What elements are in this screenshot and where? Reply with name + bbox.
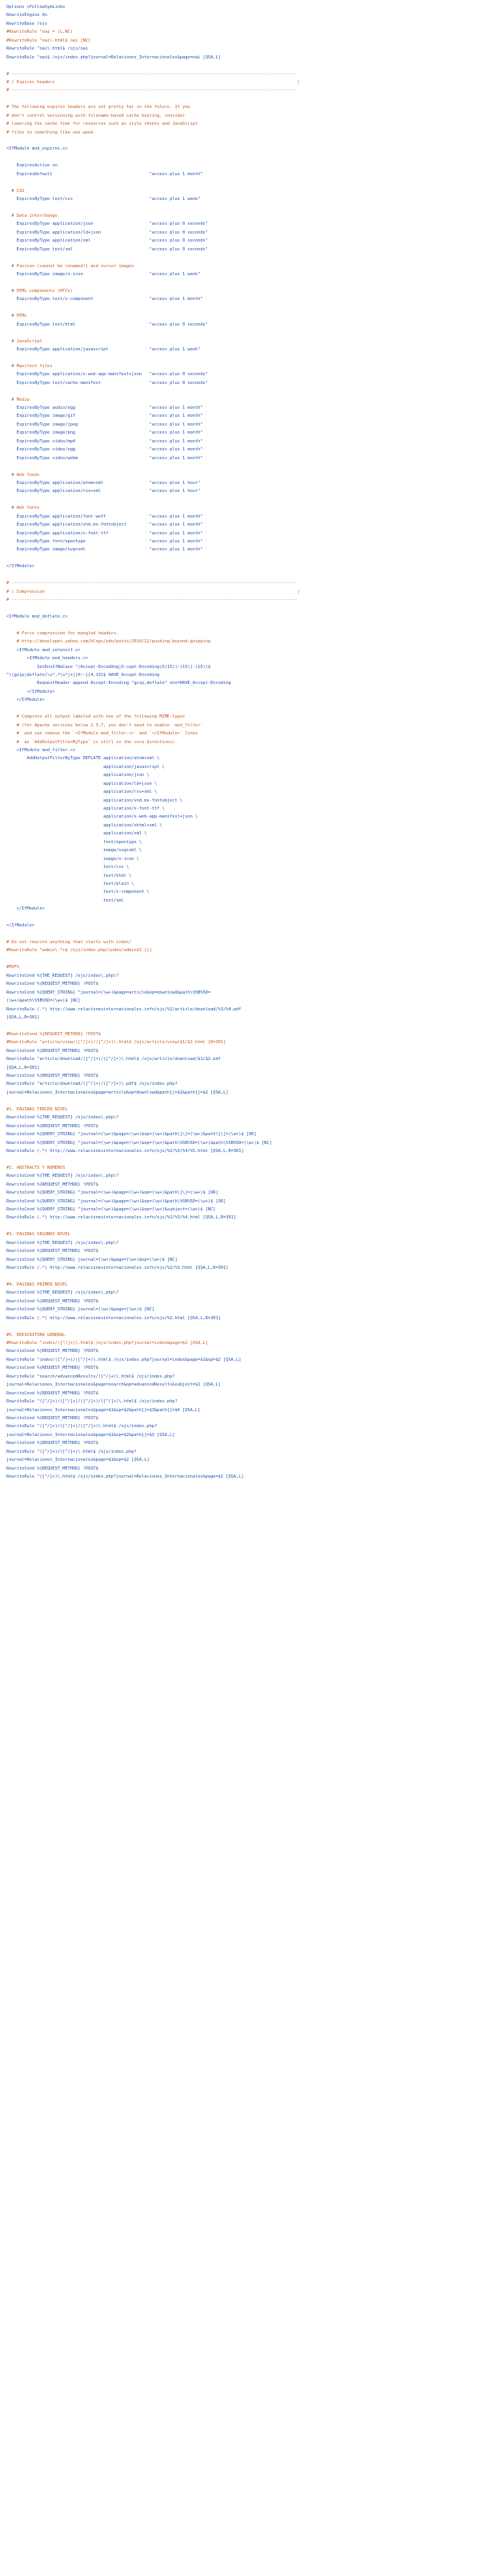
blank-line (6, 254, 480, 262)
comment-line: #RewriteRule "index/([^/]+)\.html$ /ojs/index.php?journal=index&page=$1 [QSA,L] (6, 1341, 208, 1346)
directive-line: ^((gzip|deflate)\s*,?\s*)+|[X~-]{4,13}$ HAVE_Accept-Encoding (6, 673, 160, 678)
directive-line: ExpiresByType application/javascript "access plus 1 week" (6, 346, 201, 352)
comment-line: #1. PAGINAS TERCER NIVEL (6, 1106, 68, 1112)
blank-line (6, 178, 480, 186)
blank-line (6, 914, 480, 922)
directive-line: RewriteCond %{REQUEST_METHOD} !POST$ (6, 1249, 98, 1254)
blank-line (6, 1322, 480, 1330)
comment-line: #PDFS (6, 965, 19, 970)
directive-line: ExpiresByType text/xml "access plus 0 seconds" (6, 246, 208, 252)
directive-line: SetEnvIfNoCase ^(Accept-EncodXng|X-cept-Encoding|X(15)|~(15)|-(15))$ (6, 664, 211, 670)
directive-line: ExpiresDefault "access plus 1 month" (6, 171, 203, 177)
directive-line: (\w+)&path\%5B%5D=(\w+)$ [NC] (6, 998, 81, 1004)
directive-line: RewriteCond %{QUERY_STRING} ^journal=(\w+)&page=(\w+)&op=(\w+)&subject=(\w+)$ [NC] (6, 1207, 216, 1212)
comment-line: # (for Apache versions below 2.3.7, you don't need to enable `mod_filter` (6, 722, 203, 728)
directive-line: ExpiresByType video/webm "access plus 1 month" (6, 455, 203, 461)
directive-line: ExpiresByType text/css "access plus 1 week" (6, 197, 201, 202)
directive-line: RewriteCond %{THE_REQUEST} /ojs/index\.php\? (6, 973, 119, 978)
directive-line: [QSA,L,R=301] (6, 1014, 40, 1020)
comment-line: # and can remove the `<IfModule mod_filter.c>` and `</IfModule>` lines (6, 731, 198, 737)
comment-line: # JavaScript (6, 338, 42, 344)
directive-line: ExpiresByType text/cache-manifest "access plus 0 seconds" (6, 380, 208, 386)
directive-line: ExpiresByType video/mp4 "access plus 1 month" (6, 438, 203, 444)
blank-line (6, 204, 480, 212)
directive-line: application/json \ (6, 773, 150, 778)
comment-line: #RewriteRule "oai\.html$ oai [NC] (6, 38, 91, 43)
directive-line: RewriteCond %{QUERY_STRING} ^journal=(\w+)&page=(\w+)&op=(\w+)&path\%5B%5D=(\w+)$ [OR] (6, 1198, 226, 1204)
directive-line: RewriteCond %{THE_REQUEST} /ojs/index\.php\? (6, 1174, 119, 1179)
directive-line: RewriteCond %{REQUEST_METHOD} !POST$ (6, 1182, 98, 1187)
directive-line: <IfModule mod_filter.c> (6, 747, 76, 753)
blank-line (6, 1222, 480, 1230)
directive-line: RewriteRule (.*) http://www.relacionesinternacionales.info/ojs/%2/%3/%4/%5.html [QSA,L,R=301] (6, 1148, 244, 1154)
directive-line: RewriteRule (.*) http://www.relacionesinternacionales.info/ojs/%2/%3.html [QSA,L,R=301] (6, 1266, 229, 1271)
directive-line: journal=Relaciones_Internacionales&page=$1&op=$2&path[]=$3 [QSA,L] (6, 1432, 175, 1438)
blank-line (6, 1022, 480, 1030)
comment-line: # HTML components (HTCs) (6, 288, 73, 294)
directive-line: ExpiresActive on (6, 163, 58, 169)
directive-line: </IfModule> (6, 698, 45, 703)
directive-line: RewriteRule "([^/]+)/([^/]+)\.html$ /ojs/index.php? (6, 1449, 137, 1454)
directive-line: application/ld+json \ (6, 781, 158, 786)
directive-line: RewriteRule (.*) http://www.relacionesinternacionales.info/ojs/%2.html [QSA,L,R=301] (6, 1315, 221, 1321)
directive-line: RewriteCond %{QUERY_STRING} ^journal=(\w+)&page=(\w+)&op=(\w+)&path\%5B%5D=(\w+)&path\%5B%5D=(\w+)$ [NC] (6, 1140, 272, 1146)
directive-line: RewriteCond %{REQUEST_METHOD} !POST$ (6, 1466, 98, 1471)
directive-line: RewriteCond %{REQUEST_METHOD} !POST$ (6, 1298, 98, 1304)
directive-line: application/x-web-app-manifest+json \ (6, 814, 198, 820)
comment-line: # Force compression for mangled headers. (6, 630, 119, 636)
blank-line (6, 462, 480, 470)
comment-line: # Compress all output labeled with one of the following MIME-types (6, 714, 186, 720)
directive-line: ExpiresByType image/svg+xml "access plus 1 month" (6, 547, 203, 553)
blank-line (6, 1097, 480, 1105)
directive-line: journal=Relaciones_Internacionales&page=$1&op=$2 [QSA,L] (6, 1458, 150, 1463)
directive-line: journal=Relaciones_Internacionales&page=article&op=download&path[]=$1&path[]=$2 [QSA,L] (6, 1090, 229, 1095)
directive-line: ExpiresByType application/xml "access plus 0 seconds" (6, 238, 208, 244)
blank-line (6, 304, 480, 312)
comment-line: # The following expires headers are set pretty far in the future. If you (6, 105, 190, 110)
directive-line: RewriteRule "article/download/([^/]+)/([^/]+)\.pdf$ /ojs/index.php? (6, 1082, 178, 1087)
directive-line: ExpiresByType application/x-font-ttf "access plus 1 month" (6, 530, 203, 536)
directive-line: ExpiresByType text/html "access plus 0 seconds" (6, 322, 208, 327)
comment-line: # Web feeds (6, 472, 40, 478)
comment-line: # Manifest files (6, 363, 53, 369)
directive-line: ExpiresByType application/rss+xml "access plus 1 hour" (6, 489, 201, 494)
comment-line: # Web fonts (6, 506, 40, 511)
directive-line: RewriteCond %{QUERY_STRING} journal=(\w+)&page=(\w+)$ [NC] (6, 1307, 154, 1313)
directive-line: application/xhtml+xml \ (6, 822, 162, 828)
directive-line: RewriteRule "([^/]+)/([^/]+)/([^/]+)\.html$ /ojs/index.php? (6, 1424, 158, 1430)
directive-line: RewriteCond %{REQUEST_METHOD} !POST$ (6, 1415, 98, 1421)
directive-line: RewriteCond %{REQUEST_METHOD} !POST$ (6, 1349, 98, 1354)
directive-line: application/javascript \ (6, 764, 165, 770)
blank-line (6, 930, 480, 938)
directive-line: </IfModule> (6, 906, 45, 912)
directive-line: image/x-icon \ (6, 856, 139, 862)
comment-line: #RewriteRule "admin\.*+$ /ojs/index.php/index/admin$1 [L] (6, 948, 152, 954)
directive-line: text/xml (6, 898, 124, 903)
directive-line: text/css \ (6, 865, 130, 870)
comment-line: #RewriteCond %{REQUEST_METHOD} !POST$ (6, 1031, 101, 1037)
comment-line: # | Compression | (6, 589, 300, 594)
directive-line: ExpiresByType application/x-web-app-manifest+json "access plus 0 seconds" (6, 372, 208, 378)
comment-line: #5. REESCRITURA GENERAL (6, 1332, 66, 1338)
directive-line: RewriteCond %{THE_REQUEST} /ojs/index\.php\? (6, 1290, 119, 1296)
directive-line: ExpiresByType application/atom+xml "access plus 1 hour" (6, 480, 201, 486)
blank-line (6, 496, 480, 504)
directive-line: RewriteRule (.*) http://www.relacionesinternacionales.info/ojs/%2/article/download/%3/%4.pdf (6, 1006, 242, 1012)
directive-line: RewriteRule "oai\.html$ /ojs/oai (6, 46, 89, 52)
directive-line: RewriteRule (.*) http://www.relacionesinternacionales.info/ojs/%2/%3/%4.html [QSA,L,R=301] (6, 1215, 237, 1221)
comment-line: # Media (6, 397, 30, 402)
directive-line: RewriteCond %{REQUEST_METHOD} !POST$ (6, 1074, 98, 1078)
comment-line: # | Expires headers | (6, 79, 300, 85)
directive-line: application/xml \ (6, 831, 147, 837)
directive-line: ExpiresByType video/ogg "access plus 1 month" (6, 447, 203, 453)
directive-line: ExpiresByType image/x-icon "access plus 1 week" (6, 272, 201, 277)
directive-line: RewriteCond %{REQUEST_METHOD} !POST$ (6, 1048, 98, 1054)
blank-line (6, 62, 480, 70)
directive-line: application/x-font-ttf \ (6, 806, 165, 811)
comment-line: # http://developer.yahoo.com/blogs/ydn/posts/2010/12/pushing-beyond-gzipping (6, 639, 211, 645)
comment-line: #3. PAGINAS SEGUNDO NIVEL (6, 1232, 70, 1238)
comment-line: # as `AddOutputFilterByType` is still in the core directives). (6, 739, 178, 745)
directive-line: <IfModule mod_deflate.c> (6, 614, 68, 619)
comment-line: # ---------------------------------------------------------------------------------------------------------------- (6, 71, 298, 77)
directive-line: RewriteEngine On (6, 13, 48, 18)
comment-line: # CSS (6, 188, 25, 194)
directive-line: Options +FollowSymLinks (6, 5, 66, 10)
directive-line: ExpiresByType application/ld+json "access plus 0 seconds" (6, 230, 208, 235)
blank-line (6, 621, 480, 629)
directive-line: RewriteCond %{QUERY_STRING} ^journal=(\w+)&page=article&op=download&path\%5B%5D= (6, 990, 211, 995)
comment-line: # Do not rewrite anything that starts with index/ (6, 940, 132, 945)
directive-line: RewriteCond %{REQUEST_METHOD} !POST$ (6, 1441, 98, 1446)
directive-line: ExpiresByType image/png "access plus 1 month" (6, 430, 203, 436)
directive-line: </IfModule> (6, 689, 55, 694)
directive-line: RewriteRule "oai$ /ojs/index.php?journal=Relaciones_Internacionales&page=oai [QSA,L] (6, 54, 221, 60)
directive-line: ExpiresByType image/gif "access plus 1 month" (6, 414, 203, 419)
directive-line: RewriteCond %{REQUEST_METHOD} !POST$ (6, 1366, 98, 1371)
directive-line: RewriteRule "article/download/([^/]+)/([^/]+)\.html$ /ojs/article/download/$1/$2.pdf (6, 1057, 221, 1062)
blank-line (6, 955, 480, 963)
directive-line: text/plain \ (6, 881, 134, 886)
directive-line: RequestHeader append Accept-Encoding "gzip,deflate" env=HAVE_Accept-Encoding (6, 681, 231, 686)
comment-line: # ---------------------------------------------------------------------------------------------------------------- (6, 88, 298, 94)
directive-line: RewriteCond %{THE_REQUEST} /ojs/index\.php\? (6, 1240, 119, 1246)
directive-line: text/html \ (6, 873, 132, 878)
blank-line (6, 605, 480, 613)
blank-line (6, 95, 480, 103)
comment-line: #2. ABSTRACTS Y NUMEROS (6, 1165, 66, 1170)
directive-line: application/rss+xml \ (6, 790, 158, 795)
blank-line (6, 554, 480, 562)
directive-line: </IfModule> (6, 923, 35, 929)
directive-line: RewriteCond %{QUERY_STRING} ^journal=(\w+)&page=(\w+)&op=(\w+)&path\[\]=(\w+)$ [OR] (6, 1190, 218, 1196)
directive-line: ExpiresByType font/opentype "access plus 1 month" (6, 539, 203, 544)
directive-line: ExpiresByType audio/ogg "access plus 1 month" (6, 406, 203, 410)
blank-line (6, 571, 480, 579)
directive-line: [QSA,L,R=301] (6, 1065, 40, 1070)
directive-line: ExpiresByType image/jpeg "access plus 1 month" (6, 422, 203, 427)
blank-line (6, 387, 480, 395)
directive-line: </IfModule> (6, 564, 35, 570)
comment-line: # HTML (6, 314, 27, 319)
comment-line: # lowering the cache time for resources such as style sheets and JavaScript (6, 122, 198, 127)
directive-line: font/opentype \ (6, 839, 142, 845)
directive-line: journal=Relaciones_Internacionales&page=$1&op=$2&path[]=$3&path[]=$4 [QSA,L] (6, 1407, 201, 1413)
directive-line: ExpiresByType application/json "access plus 0 seconds" (6, 222, 208, 227)
directive-line: text/x-component \ (6, 890, 150, 895)
directive-line: journal=Relaciones_Internacionales&page=search&op=advancedResults&subject=$1 [QSA,L] (6, 1382, 221, 1388)
blank-line (6, 705, 480, 713)
directive-line: RewriteCond %{REQUEST_METHOD} !POST$ (6, 982, 98, 987)
directive-line: RewriteRule "([^/]+)\.html$ /ojs/index.php?journal=Relaciones_Internacionales&page=$1 [QSA,L] (6, 1474, 244, 1479)
directive-line: RewriteCond %{QUERY_STRING} journal=(\w+)&page=(\w+)&op=(\w+)$ [NC] (6, 1257, 178, 1262)
directive-line: <IfModule mod_expires.c> (6, 146, 68, 152)
directive-line: RewriteCond %{REQUEST_METHOD} !POST$ (6, 1123, 98, 1129)
directive-line: <IfModule mod_setenvif.c> (6, 647, 81, 653)
blank-line (6, 329, 480, 337)
blank-line (6, 1155, 480, 1163)
directive-line: <IfModule mod_headers.c> (6, 656, 89, 662)
comment-line: # Data interchange (6, 213, 58, 218)
directive-line: image/svg+xml \ (6, 848, 142, 854)
comment-line: # Favicon (cannot be renamed!) and cursor images (6, 263, 134, 269)
comment-line: #4. PAGINAS PRIMER NIVEL (6, 1282, 68, 1287)
comment-line: # files to something like one week. (6, 130, 96, 135)
comment-line: #RewriteRule "article/view/([^/]+)/([^/]+)\.html$ /ojs/article/view/$1/$2.html [R=301] (6, 1040, 226, 1046)
blank-line (6, 354, 480, 362)
blank-line (6, 154, 480, 162)
comment-line: #RewriteRule "oai = (L,NC) (6, 30, 73, 35)
directive-line: application/vnd.ms-fontobject \ (6, 798, 183, 803)
directive-line: ExpiresByType text/x-component "access plus 1 month" (6, 297, 203, 302)
directive-line: RewriteBase /ojs (6, 21, 48, 26)
directive-line: RewriteCond %{REQUEST_METHOD} !POST$ (6, 1390, 98, 1396)
directive-line: ExpiresByType application/vnd.ms-fontobject "access plus 1 month" (6, 522, 203, 528)
comment-line: # don't control versioning with filename-based cache busting, consider (6, 113, 186, 118)
directive-line: RewriteRule "search/advancedResults/([^/]+)\.html$ /ojs/index.php? (6, 1374, 175, 1379)
directive-line: RewriteCond %{QUERY_STRING} ^journal=(\w+)&page=(\w+)&op=(\w+)&path\[\]=(\w+)&path\[\]=(\w+)$ [OR] (6, 1132, 257, 1138)
directive-line: AddOutputFilterByType DEFLATE application/atom+xml \ (6, 756, 160, 762)
blank-line (6, 1273, 480, 1281)
directive-line: RewriteRule "([^/]+)/([^/]+)/([^/]+)/([^/]+)\.html$ /ojs/index.php? (6, 1399, 178, 1405)
directive-line: RewriteRule "index/([^/]+)/([^/]+)\.html$ /ojs/index.php?journal=index&page=$1&op=$2 [QSA,L] (6, 1357, 242, 1362)
blank-line (6, 137, 480, 145)
blank-line (6, 278, 480, 286)
comment-line: # ---------------------------------------------------------------------------------------------------------------- (6, 581, 298, 586)
directive-line: ExpiresByType application/font-woff "access plus 1 month" (6, 514, 203, 519)
comment-line: # ---------------------------------------------------------------------------------------------------------------- (6, 598, 298, 603)
directive-line: RewriteCond %{THE_REQUEST} /ojs/index\.php\? (6, 1115, 119, 1121)
